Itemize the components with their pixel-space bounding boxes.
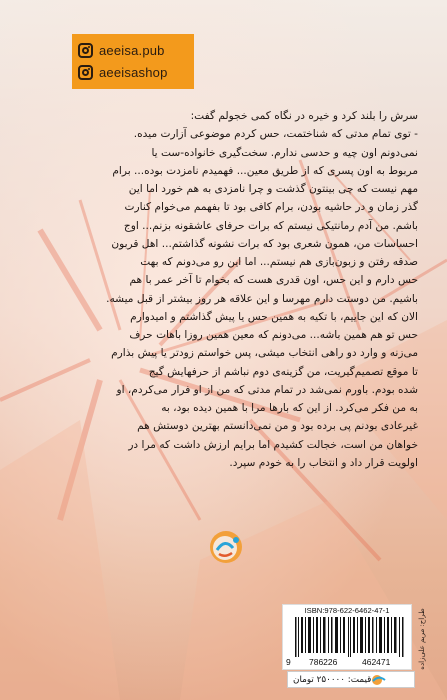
excerpt-line: غیرعادی بودنم پی برده بود و من نمی‌دانستم بهترین دوستش هم bbox=[137, 420, 418, 433]
excerpt-line: صدقه رفتن و زبون‌بازی هم نیستم... اما این رو می‌دونم که بهت bbox=[140, 256, 418, 268]
barcode-digit-group: 786226 bbox=[309, 657, 338, 667]
excerpt-line: می‌زنه و وارد دو راهی انتخاب میشی، پس خواستم زودتر یا پیش بذارم bbox=[111, 347, 418, 360]
excerpt-line: به من فکر می‌کرد. از این که بارها مرا با همین دیده بود، به bbox=[161, 402, 418, 414]
social-row bbox=[78, 41, 165, 59]
side-credit-strip bbox=[416, 600, 428, 680]
excerpt-line: خواهان من است، خجالت کشیدم اما برایم ارزش داشت که مرا در bbox=[128, 438, 418, 451]
book-excerpt bbox=[30, 107, 418, 472]
excerpt-line: شده بودم. باورم نمی‌شد در تمام مدتی که من از او فرار می‌کردم، او bbox=[116, 383, 418, 396]
social-handle: aeeisashop bbox=[99, 64, 168, 80]
barcode-icon bbox=[295, 617, 405, 657]
publisher-logo-icon bbox=[205, 528, 245, 568]
barcode-digits bbox=[283, 657, 411, 668]
price-label: قیمت: ۲۵۰۰۰۰ تومان bbox=[293, 674, 372, 685]
excerpt-line: مهم نیست که چی بینتون گذشت و چرا نامزدی به هم خورد اما این bbox=[128, 183, 418, 195]
publisher-logo-icon bbox=[371, 674, 389, 686]
excerpt-line: حس تو هم همین باشه... می‌دونم که معین همین روزا باهات حرف bbox=[129, 329, 418, 341]
excerpt-line: باشیم. من دوستت دارم مهرسا و این علاقه هر روز بیشتر از قبل میشه. bbox=[106, 292, 418, 305]
excerpt-line: الان که این جاییم، با تکیه به همین حس یا پیش گذاشتم و امیدوارم bbox=[130, 310, 418, 323]
excerpt-line: نمی‌دونم اون چیه و حدسی ندارم. سخت‌گیری خانواده-ست یا bbox=[151, 146, 418, 159]
excerpt-line: سرش را بلند کرد و خیره در نگاه کمی خجولم گفت: bbox=[190, 110, 418, 122]
price-tag bbox=[287, 671, 415, 688]
excerpt-line: گذر زمان و در حاشیه بودن، برام کافی بود تا بفهمم می‌خوام کنارت bbox=[124, 201, 418, 214]
social-accounts-box bbox=[72, 34, 194, 89]
excerpt-line: باشم. من آدم رمانتیکی نیستم که برات حرفای عاشقونه بزنم... اوج bbox=[123, 219, 418, 232]
instagram-icon bbox=[78, 43, 93, 58]
excerpt-line: احساسات من، همون شعری بود که برات نشونه گذاشتم... اهل قربون bbox=[111, 237, 418, 250]
excerpt-line: اولویت قرار داد و انتخاب را به خودم سپرد. bbox=[229, 456, 418, 469]
isbn-number: ISBN:978-622-6462-47-1 bbox=[304, 606, 390, 615]
excerpt-line: مربوط به اون پسری که از طریق معین... فهمیدم نامزدت بوده... برام bbox=[112, 164, 418, 177]
barcode-box bbox=[282, 604, 412, 670]
barcode-digit-group: 9 bbox=[286, 657, 291, 667]
excerpt-line: حس دارم و این حس، اون قدری هست که بخوام تا آخر عمر با هم bbox=[129, 274, 418, 287]
designer-credit: طراح: مریم علی‌زاده bbox=[418, 608, 426, 670]
social-row bbox=[78, 63, 168, 81]
instagram-icon bbox=[78, 65, 93, 80]
barcode-digit-group: 462471 bbox=[362, 657, 391, 667]
excerpt-line: تا موقع تصمیم‌گیریت، من گزینه‌ی دوم نباشم از حرفهایش گیج bbox=[148, 365, 418, 378]
social-handle: aeeisa.pub bbox=[99, 42, 165, 58]
excerpt-line: - توی تمام مدتی که شناختمت، حس کردم موضوعی آزارت میده. bbox=[133, 128, 418, 141]
